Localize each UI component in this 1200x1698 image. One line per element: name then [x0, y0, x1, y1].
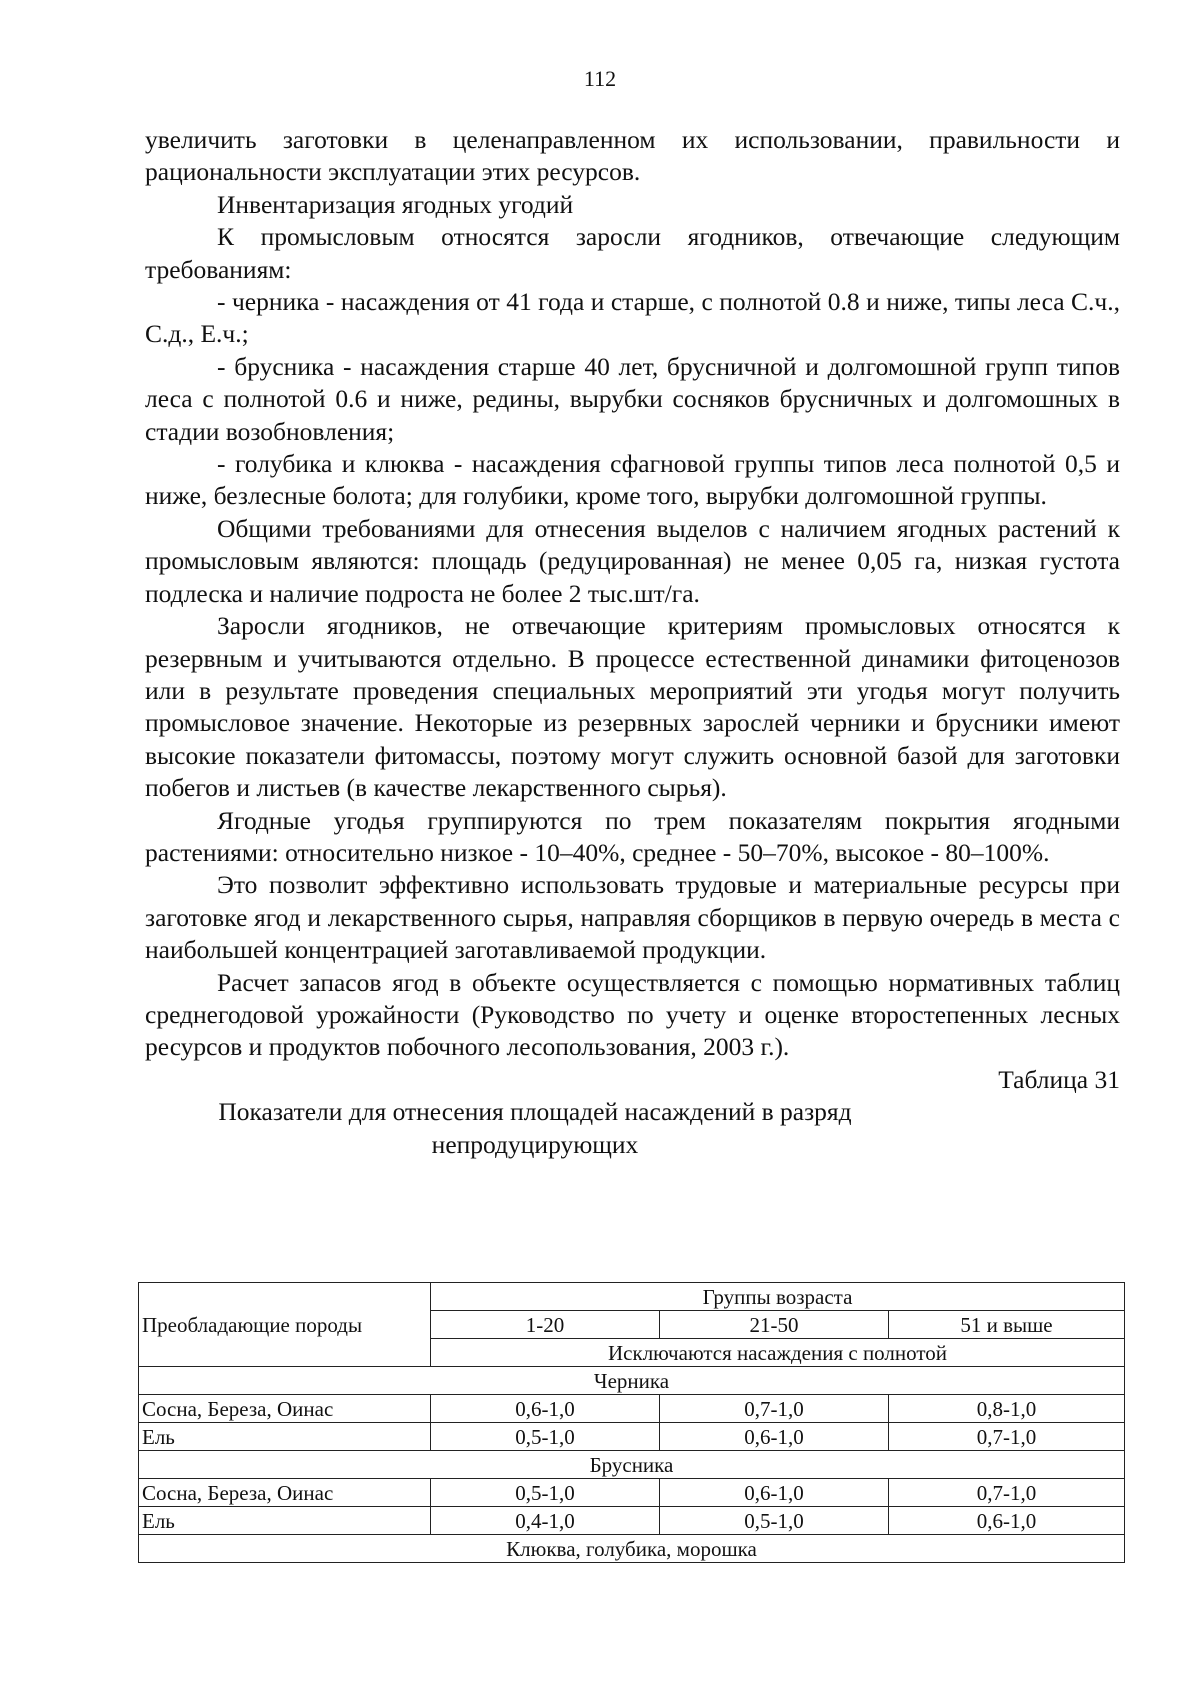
- section-name-cell: Брусника: [139, 1451, 1125, 1479]
- section-name-cell: Черника: [139, 1367, 1125, 1395]
- value-cell: 0,5-1,0: [431, 1423, 660, 1451]
- table-row: [139, 1423, 1125, 1451]
- age-group-cell: 1-20: [431, 1311, 660, 1339]
- list-item: - голубика и клюква - насаждения сфагновой группы типов леса полнотой 0,5 и ниже, безлесные болота; для голубики, кроме того, вырубки долгомошной группы.: [145, 449, 1120, 511]
- table-row: [139, 1395, 1125, 1423]
- paragraph: Расчет запасов ягод в объекте осуществляется с помощью нормативных таблиц среднегодовой урожайности (Руководство по учету и оценке второстепенных лесных ресурсов и продуктов побочного лесопользования, 2003 г.).: [145, 967, 1120, 1062]
- table-row: [139, 1507, 1125, 1535]
- age-groups-header: Группы возраста: [431, 1283, 1125, 1311]
- page-number: 112: [583, 66, 617, 91]
- data-table: [138, 1282, 1125, 1563]
- table-section-row: [139, 1451, 1125, 1479]
- table-header-row: [139, 1283, 1125, 1311]
- species-cell: Сосна, Береза, Оинас: [139, 1479, 431, 1507]
- section-heading: Инвентаризация ягодных угодий: [217, 189, 574, 219]
- section-name-cell: Клюква, голубика, морошка: [139, 1535, 1125, 1563]
- value-cell: 0,4-1,0: [431, 1507, 660, 1535]
- value-cell: 0,6-1,0: [660, 1423, 889, 1451]
- table-title: Показатели для отнесения площадей насаждений в разряд непродуцирующих: [218, 1097, 852, 1159]
- paragraph: Ягодные угодья группируются по трем показателям покрытия ягодными растениями: относительно низкое - 10–40%, среднее - 50–70%, высокое - 80–100%.: [145, 805, 1120, 867]
- value-cell: 0,7-1,0: [660, 1395, 889, 1423]
- paragraph: увеличить заготовки в целенаправленном их использовании, правильности и рациональности эксплуатации этих ресурсов.: [145, 125, 1120, 187]
- paragraph: Общими требованиями для отнесения выделов с наличием ягодных растений к промысловым являются: площадь (редуцированная) не менее 0,05 га, низкая густота подлеска и наличие подроста не более 2 тыс.шт/га.: [145, 513, 1120, 608]
- value-cell: 0,8-1,0: [889, 1395, 1125, 1423]
- table-section-row: [139, 1535, 1125, 1563]
- subheader-cell: Исключаются насаждения с полнотой: [431, 1339, 1125, 1367]
- table-section-row: [139, 1367, 1125, 1395]
- list-item: - черника - насаждения от 41 года и старше, с полнотой 0.8 и ниже, типы леса С.ч., С.д., Е.ч.;: [145, 287, 1120, 349]
- value-cell: 0,5-1,0: [660, 1507, 889, 1535]
- paragraph: Это позволит эффективно использовать трудовые и материальные ресурсы при заготовке ягод и лекарственного сырья, направляя сборщиков в первую очередь в места с наибольшей концентрацией заготавливаемой продукции.: [145, 870, 1120, 965]
- paragraph: К промысловым относятся заросли ягодников, отвечающие следующим требованиям:: [145, 222, 1120, 284]
- row-header-cell: Преобладающие породы: [139, 1283, 431, 1367]
- species-cell: Ель: [139, 1507, 431, 1535]
- list-item: - брусника - насаждения старше 40 лет, брусничной и долгомошной групп типов леса с полнотой 0.6 и ниже, редины, вырубки сосняков брусничных и долгомошных в стадии возобновления;: [145, 351, 1120, 446]
- paragraph: Заросли ягодников, не отвечающие критериям промысловых относятся к резервным и учитываются отдельно. В процессе естественной динамики фитоценозов или в результате проведения специальных мероприятий эти угодья могут получить промысловое значение. Некоторые из резервных зарослей черники и брусники имеют высокие показатели фитомассы, поэтому могут служить основной базой для заготовки побегов и листьев (в качестве лекарственного сырья).: [145, 611, 1120, 803]
- species-cell: Сосна, Береза, Оинас: [139, 1395, 431, 1423]
- age-group-cell: 21-50: [660, 1311, 889, 1339]
- value-cell: 0,6-1,0: [431, 1395, 660, 1423]
- table-label: Таблица 31: [998, 1064, 1120, 1094]
- value-cell: 0,6-1,0: [889, 1507, 1125, 1535]
- value-cell: 0,6-1,0: [660, 1479, 889, 1507]
- table-row: [139, 1479, 1125, 1507]
- document-body: [145, 124, 1120, 1161]
- value-cell: 0,5-1,0: [431, 1479, 660, 1507]
- value-cell: 0,7-1,0: [889, 1423, 1125, 1451]
- age-group-cell: 51 и выше: [889, 1311, 1125, 1339]
- value-cell: 0,7-1,0: [889, 1479, 1125, 1507]
- species-cell: Ель: [139, 1423, 431, 1451]
